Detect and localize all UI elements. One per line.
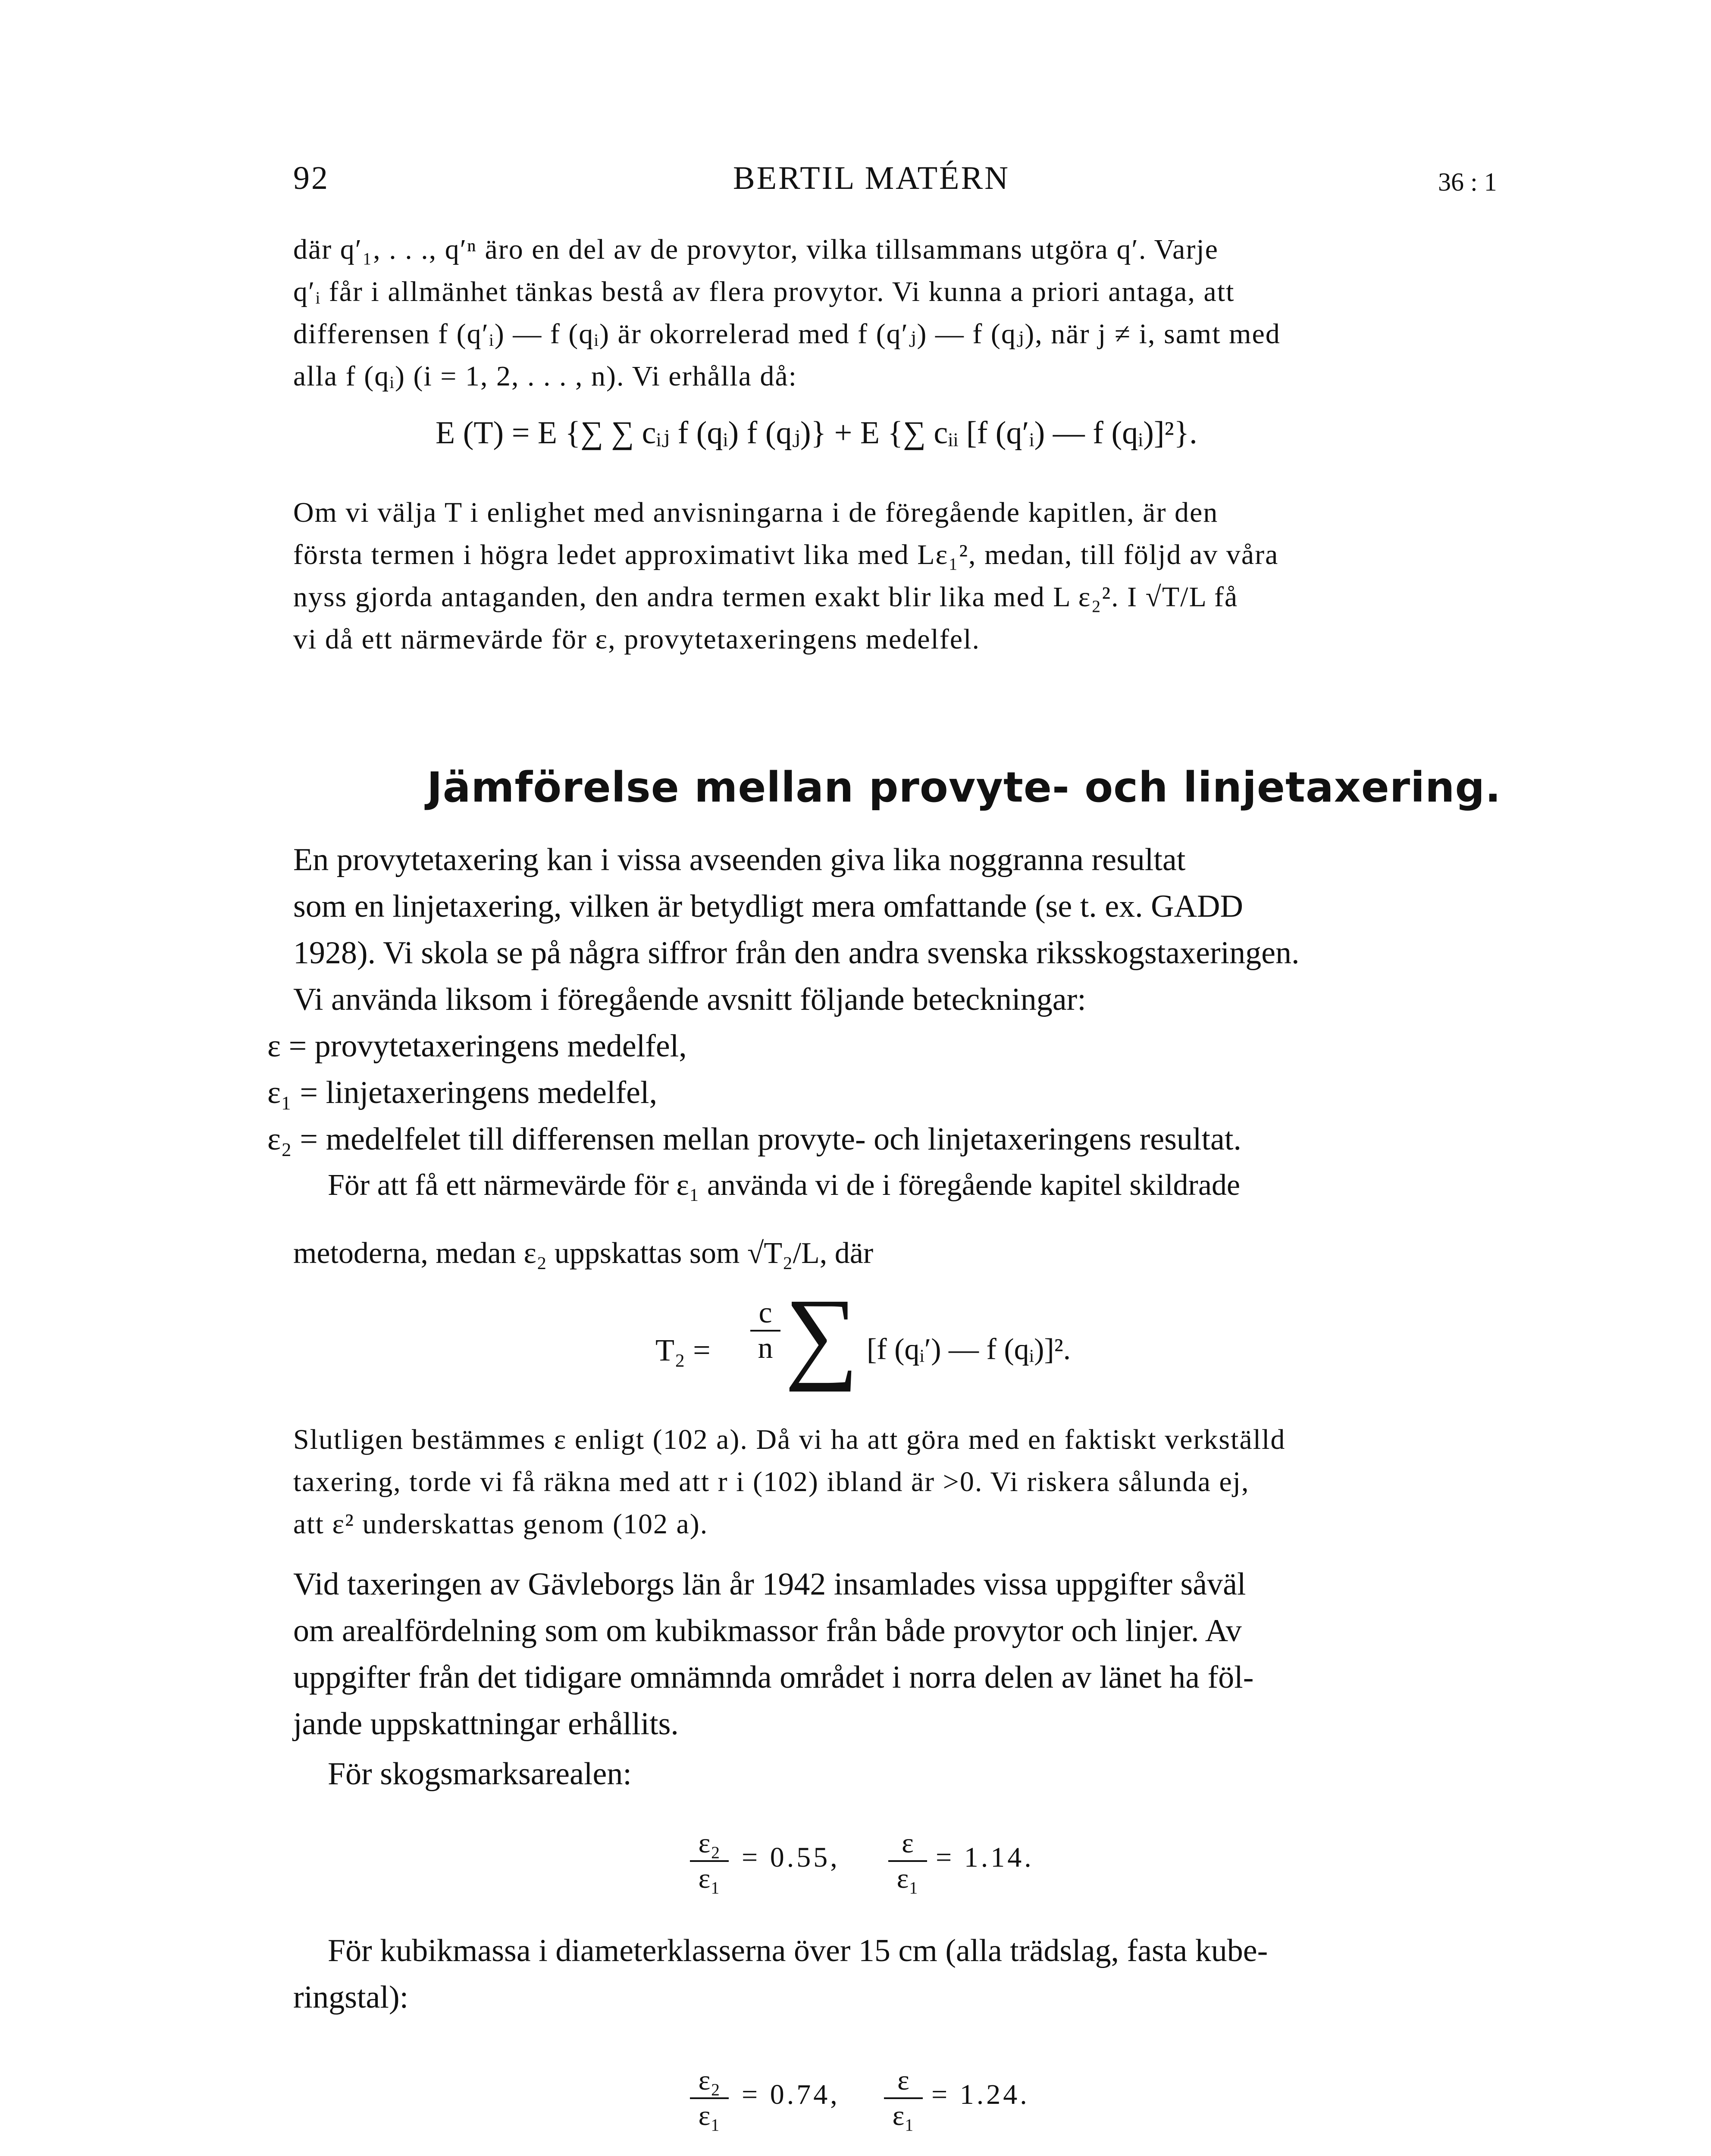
fraction-numerator: ε₂ (698, 1827, 721, 1859)
section-heading: Jämförelse mellan provyte- och linjetaxering. (427, 763, 1501, 812)
definition-item: ε₁ = linjetaxeringens medelfel, (267, 1075, 658, 1110)
paragraph-3 (293, 837, 1483, 1023)
text-line: Om vi välja T i enlighet med anvisningarna i de föregående kapitlen, är den (293, 497, 1219, 528)
text-line: q′ᵢ får i allmänhet tänkas bestå av flera provytor. Vi kunna a priori antaga, att (293, 276, 1235, 307)
text-line: jande uppskattningar erhållits. (293, 1706, 679, 1742)
fraction-numerator: ε (897, 2065, 909, 2096)
fraction-denominator: ε₁ (698, 1863, 721, 1894)
paragraph-5 (293, 1419, 1483, 1545)
definition-item: ε = provytetaxeringens medelfel, (267, 1028, 687, 1064)
ratio-2a-fraction (690, 2065, 729, 2131)
fraction-bar (888, 1860, 927, 1862)
text-line: som en linjetaxering, vilken är betydligt mera omfattande (se t. ex. GADD (293, 889, 1243, 924)
text-line: där q′₁, . . ., q′ⁿ äro en del av de provytor, vilka tillsammans utgöra q′. Varje (293, 234, 1219, 265)
text-line: En provytetaxering kan i vissa avseenden giva lika noggranna resultat (293, 842, 1186, 877)
text-line: att ε² underskattas genom (102 a). (293, 1508, 708, 1540)
ratio-1a-value: = 0.55, (742, 1842, 840, 1873)
paragraph-2 (293, 492, 1483, 661)
page-number: 92 (293, 160, 329, 196)
fraction-denominator: ε₁ (892, 2100, 915, 2131)
text-line: första termen i högra ledet approximativt lika med Lε₁², medan, till följd av våra (293, 539, 1279, 570)
text-line: Slutligen bestämmes ε enligt (102 a). Då vi ha att göra med en faktiskt verkställd (293, 1424, 1286, 1455)
section-number: 36 : 1 (1438, 168, 1497, 196)
paragraph-4-line-1: För att få ett närmevärde för ε₁ använda vi de i föregående kapitel skildrade (328, 1169, 1240, 1202)
text-line: 1928). Vi skola se på några siffror från den andra svenska riksskogstaxeringen. (293, 935, 1300, 971)
text-line: nyss gjorda antaganden, den andra termen exakt blir lika med L ε₂². I √T/L få (293, 581, 1238, 613)
fraction-numerator: c (758, 1296, 772, 1329)
text-line: differensen f (q′ᵢ) — f (qᵢ) är okorrelerad med f (q′ⱼ) — f (qⱼ), när j ≠ i, samt med (293, 318, 1281, 350)
equation-expected-value: E (T) = E {∑ ∑ cᵢⱼ f (qᵢ) f (qⱼ)} + E {∑ cᵢᵢ [f (q′ᵢ) — f (qᵢ)]²}. (436, 415, 1197, 451)
definition-item: ε₂ = medelfelet till differensen mellan provyte- och linjetaxeringens resultat. (267, 1122, 1241, 1157)
fraction-numerator: ε (902, 1827, 914, 1859)
ratio-1a-fraction (690, 1828, 729, 1894)
equation-t2-fraction (750, 1298, 780, 1363)
paragraph-6 (293, 1561, 1483, 1747)
ratio-2b-value: = 1.24. (931, 2079, 1030, 2110)
ratio-2a-value: = 0.74, (742, 2079, 840, 2110)
text-line: uppgifter från det tidigare omnämnda området i norra delen av länet ha föl- (293, 1660, 1254, 1695)
summation-sign: ∑ (785, 1277, 859, 1392)
text-line: alla f (qᵢ) (i = 1, 2, . . . , n). Vi erhålla då: (293, 360, 798, 392)
fraction-denominator: ε₁ (896, 1863, 919, 1894)
paragraph-8 (293, 1927, 1483, 2021)
fraction-bar (690, 2097, 729, 2099)
fraction-denominator: ε₁ (698, 2100, 721, 2131)
ratio-2b-fraction (884, 2065, 923, 2131)
equation-t2-rhs: [f (qᵢ′) — f (qᵢ)]². (867, 1333, 1071, 1366)
text-line: ringstal): (293, 1980, 409, 2015)
paragraph-7: För skogsmarksarealen: (328, 1756, 632, 1792)
ratio-1b-fraction (888, 1828, 927, 1894)
text-line: taxering, torde vi få räkna med att r i (102) ibland är >0. Vi riskera sålunda ej, (293, 1466, 1250, 1498)
fraction-denominator: n (758, 1332, 773, 1365)
running-title: BERTIL MATÉRN (733, 160, 1010, 196)
paragraph-1 (293, 229, 1483, 398)
fraction-numerator: ε₂ (698, 2065, 721, 2096)
text-line: Vi använda liksom i föregående avsnitt följande beteckningar: (293, 982, 1086, 1017)
ratio-1b-value: = 1.14. (936, 1842, 1034, 1873)
definitions-list (267, 1023, 1241, 1163)
text-line: För kubikmassa i diameterklasserna över 15 cm (alla trädslag, fasta kube- (328, 1933, 1268, 1968)
paragraph-4-line-2: metoderna, medan ε₂ uppskattas som √T₂/L, där (293, 1237, 874, 1270)
text-line: Vid taxeringen av Gävleborgs län år 1942 insamlades vissa uppgifter såväl (293, 1567, 1246, 1602)
equation-t2-lhs: T₂ = (655, 1333, 711, 1367)
fraction-bar (884, 2097, 923, 2099)
text-line: vi då ett närmevärde för ε, provytetaxeringens medelfel. (293, 624, 980, 655)
fraction-bar (690, 1860, 729, 1862)
text-line: om arealfördelning som om kubikmassor från både provytor och linjer. Av (293, 1613, 1242, 1648)
